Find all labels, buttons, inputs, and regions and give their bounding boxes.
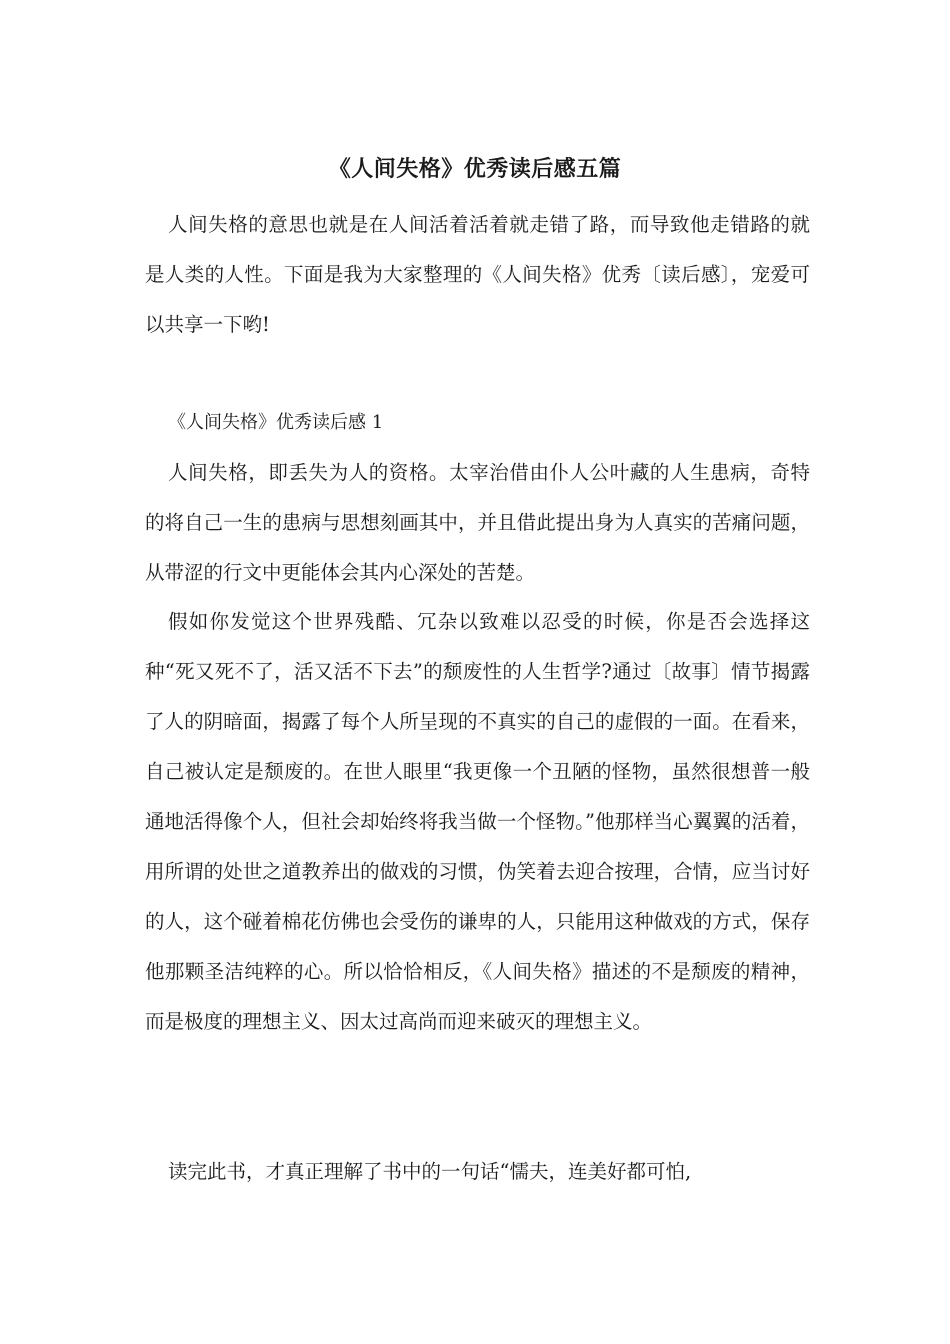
document-title: 《人间失格》优秀读后感五篇: [328, 157, 622, 182]
intro-paragraph: 人间失格的意思也就是在人间活着活着就走错了路，而导致他走错路的就是人类的人性。下面是我为大家整理的《人间失格》优秀〔读后感〕，宠爱可以共享一下哟!: [145, 213, 810, 336]
body-paragraph-3: 读完此书，才真正理解了书中的一句话“懦夫，连美好都可怕,: [168, 1160, 692, 1183]
body-paragraph-2: 假如你发觉这个世界残酷、冗杂以致难以忍受的时候，你是否会选择这种“死又死不了，活又活不下去”的颓废性的人生哲学?通过〔故事〕情节揭露了人的阴暗面，揭露了每个人所呈现的不真实的自己的虚假的一面。在看来，自己被认定是颓废的。在世人眼里“我更像一个丑陋的怪物，虽然很想普一般通地活得像个人，但社会却始终将我当做一个怪物。”他那样当心翼翼的活着，用所谓的处世之道教养出的做戏的习惯，伪笑着去迎合按理，合情，应当讨好的人，这个碰着棉花仿佛也会受伤的谦卑的人，只能用这种做戏的方式，保存他那颗圣洁纯粹的心。所以恰恰相反，《人间失格》描述的不是颓废的精神，而是极度的理想主义、因太过高尚而迎来破灭的理想主义。: [145, 610, 810, 1033]
body-paragraph-1: 人间失格，即丢失为人的资格。太宰治借由仆人公叶藏的人生患病，奇特的将自己一生的患病与思想刻画其中，并且借此提出身为人真实的苦痛问题，从带涩的行文中更能体会其内心深处的苦楚。: [145, 461, 810, 584]
section-heading: 《人间失格》优秀读后感 1: [168, 412, 384, 433]
